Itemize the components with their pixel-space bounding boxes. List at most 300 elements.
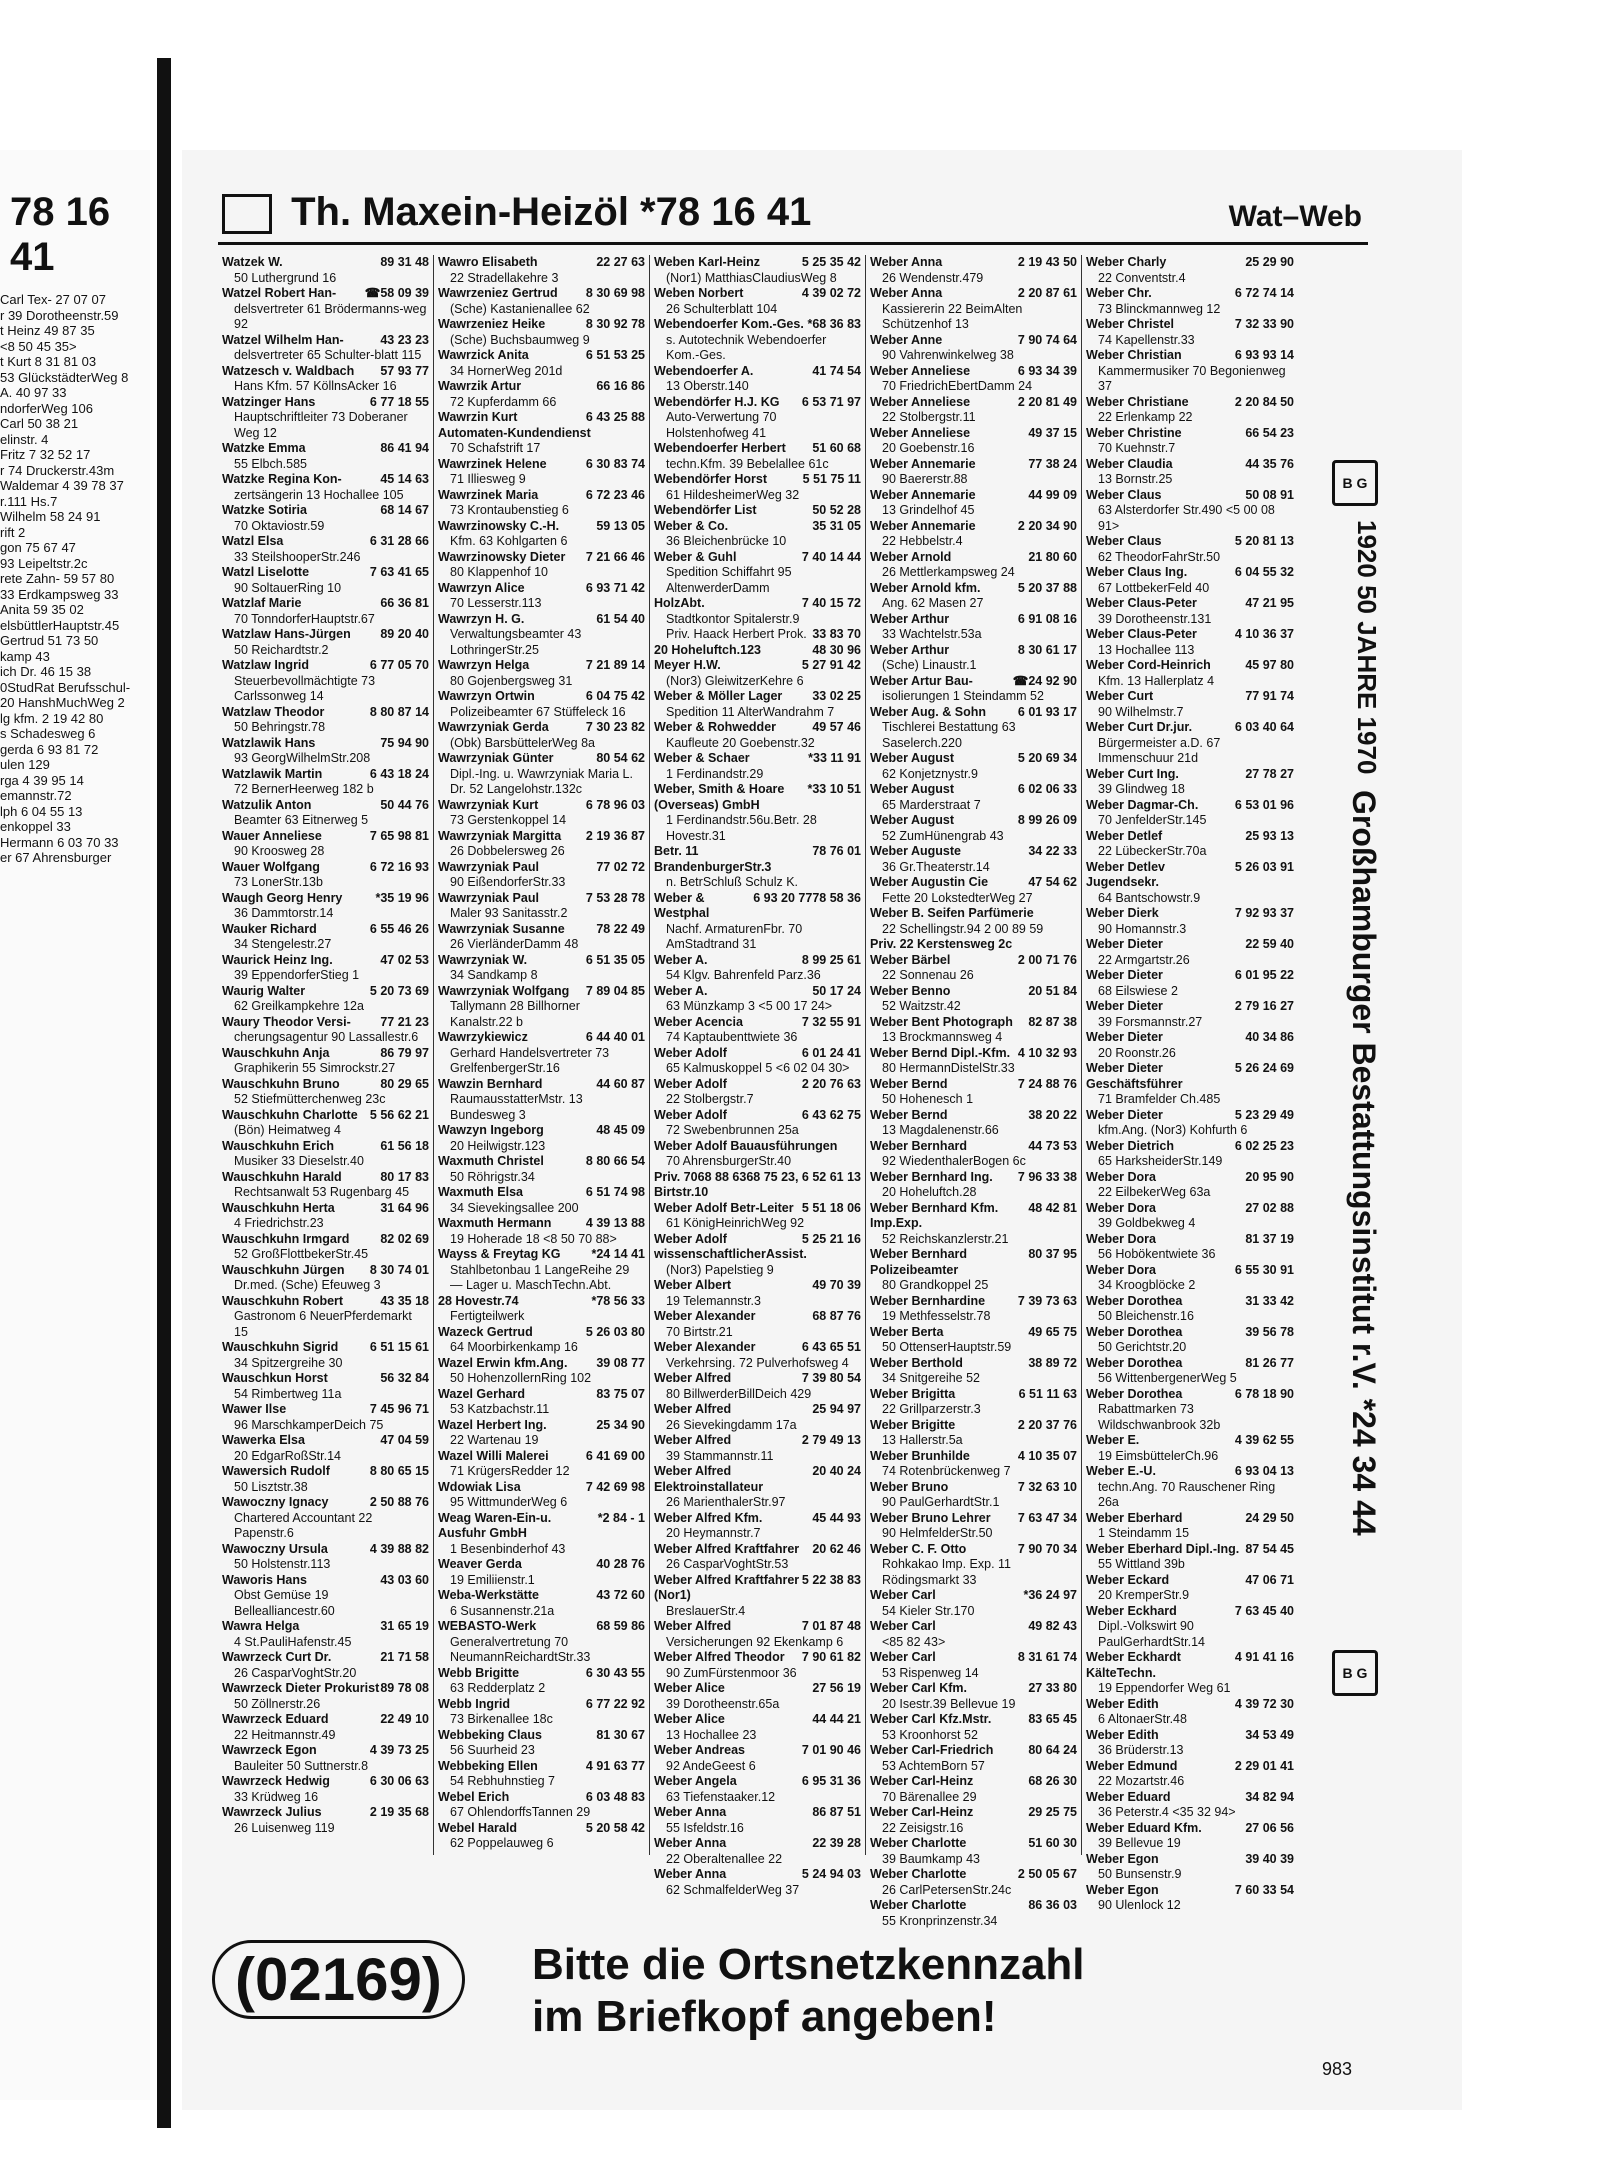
entry-address: 26 Dobbelersweg 26 (450, 844, 565, 858)
listing-entry (654, 519, 861, 550)
left-fragment-line: Carl Tex- 27 07 07 (0, 292, 106, 307)
listing-entry (870, 255, 1077, 286)
listing-entry (870, 1650, 1077, 1681)
listing-entry (222, 767, 429, 798)
entry-name: Weber August (870, 782, 955, 796)
entry-name: Weber Christiane (1086, 394, 1189, 409)
entry-address: 26 CasparVoghtStr.20 (234, 1665, 357, 1680)
listing-entry (654, 395, 861, 442)
entry-address: 73 Birkenallee 18c (450, 1712, 553, 1726)
entry-name: Wawrzik Artur (438, 379, 522, 393)
entry-name: Weber Annemarie (870, 487, 976, 502)
entry-phone: 5 22 38 83 (801, 1572, 861, 1587)
entry-address: <85 82 43> (882, 1634, 946, 1649)
listing-entry (222, 286, 429, 333)
listing-entry (654, 1108, 861, 1139)
entry-name: Weber August (870, 813, 955, 827)
entry-phone: 25 34 90 (596, 1417, 645, 1432)
entry-phone: 5 51 18 06 (801, 1200, 861, 1215)
entry-phone: 5 20 81 13 (1234, 534, 1294, 548)
listing-entry (1086, 829, 1294, 860)
entry-name: Weber Eckhardt KälteTechn. (1086, 1650, 1181, 1680)
entry-address: 22 Sonnenau 26 (882, 968, 974, 982)
listing-entry (1086, 1325, 1294, 1356)
entry-phone: 5 20 58 42 (585, 1820, 645, 1835)
listing-entry (222, 1433, 429, 1464)
entry-phone: 7 21 89 14 (585, 658, 645, 672)
entry-name: Weber Christine (1086, 425, 1182, 440)
listing-entry (222, 364, 429, 395)
listing-entry (870, 937, 1077, 953)
entry-name: Weber Adolf (654, 1107, 727, 1122)
entry-address: 52 Reichskanzlerstr.21 (882, 1231, 1009, 1246)
left-fragment-line: rift 2 (0, 524, 26, 540)
entry-phone: 2 20 81 49 (1017, 394, 1077, 409)
entry-address: techn.Kfm. 39 Bebelallee 61c (666, 456, 829, 471)
entry-phone: 25 94 97 (812, 1402, 861, 1416)
listing-entry (870, 1108, 1077, 1139)
entry-phone: 49 57 46 (812, 720, 861, 734)
entry-phone: 80 37 95 (1028, 1247, 1077, 1261)
entry-address: 50 Bunsenstr.9 (1098, 1867, 1182, 1881)
entry-name: Weber Claus (1086, 487, 1162, 502)
side-ad-text: Großhamburger Bestattungsinstitut r.V. *24 34 44 (1346, 790, 1382, 1536)
entry-name: Wawrzyniak Paul (438, 859, 539, 874)
entry-address: Spedition 11 AlterWandrahm 7 (666, 704, 835, 719)
entry-phone: 8 30 92 78 (585, 317, 645, 331)
entry-name: Weber Albert (654, 1278, 732, 1292)
entry-phone: 27 33 80 (1028, 1681, 1077, 1695)
entry-phone: 7 32 55 91 (801, 1014, 861, 1029)
entry-address: 53 Kroonhorst 52 (882, 1727, 978, 1742)
entry-phone: 5 25 35 42 (801, 255, 861, 269)
entry-phone: 80 54 62 (596, 751, 645, 765)
listing-entry (654, 1805, 861, 1836)
left-fragment-line: gon 75 67 47 (0, 540, 76, 555)
entry-address: 50 Luthergrund 16 (234, 270, 337, 285)
left-fragment-line: Anita 59 35 02 (0, 602, 84, 617)
entry-phone: 4 10 35 07 (1017, 1448, 1077, 1463)
entry-phone: 40 28 76 (596, 1557, 645, 1571)
entry-name: Priv. 22 Kerstensweg 2c (870, 937, 1013, 951)
listing-entry (654, 1201, 861, 1232)
listing-entry (438, 317, 645, 348)
entry-name: Weber Carl (870, 1588, 936, 1602)
entry-name: Wawrzeck Dieter Prokurist (222, 1681, 380, 1695)
listing-entry (438, 457, 645, 488)
left-fragment-line: kamp 43 (0, 648, 50, 664)
entry-name: Weber Edmund (1086, 1758, 1178, 1773)
entry-name: Weber & Guhl (654, 549, 737, 564)
entry-name: Weber Anna (654, 1805, 727, 1819)
entry-address: (Sche) Linaustr.1 (882, 658, 977, 672)
listing-entry (438, 1123, 645, 1154)
entry-phone: 49 37 15 (1028, 425, 1077, 440)
entry-name: Wawrzyniak Margitta (438, 828, 562, 843)
listing-entry (222, 1402, 429, 1433)
entry-phone: 80 29 65 (380, 1076, 429, 1091)
entry-name: Weber Dieter (1086, 999, 1163, 1013)
entry-name: Wawrzick Anita (438, 348, 529, 362)
entry-name: Weber Artur Bau- (870, 673, 973, 688)
entry-name: Webel Harald (438, 1820, 517, 1835)
listing-entry (438, 1759, 645, 1790)
entry-phone: 27 02 88 (1245, 1200, 1294, 1215)
entry-phone: 6 51 11 63 (1018, 1386, 1077, 1401)
entry-address: 22 Stolbergstr.7 (666, 1092, 754, 1106)
entry-name: Weber E.-U. (1086, 1464, 1156, 1478)
entry-phone: 75 94 90 (380, 735, 429, 750)
left-fragment-line: 0StudRat Berufsschul- (0, 679, 131, 695)
listing-entry (1086, 565, 1294, 596)
entry-phone: 6 01 24 41 (801, 1045, 861, 1060)
entry-name: Wawrzyniak Gerda (438, 720, 549, 734)
entry-name: Weber Carl Kfz.Mstr. (870, 1712, 992, 1726)
entry-phone: 4 91 63 77 (585, 1758, 645, 1773)
entry-phone: 7 39 80 54 (801, 1371, 861, 1385)
entry-name: Weber Alfred Kfm. (654, 1510, 763, 1525)
listing-entry (222, 1139, 429, 1170)
listing-entry (438, 922, 645, 953)
entry-phone: 31 33 42 (1245, 1293, 1294, 1308)
entry-address: 64 Moorbirkenkamp 16 (450, 1340, 578, 1354)
entry-phone: 7 96 33 38 (1017, 1169, 1077, 1184)
entry-phone: 45 44 93 (812, 1510, 861, 1525)
entry-name: Weber Dorothea (1086, 1386, 1183, 1401)
entry-address: isolierungen 1 Steindamm 52 (882, 689, 1044, 703)
entry-name: Weber Annemarie (870, 518, 976, 533)
entry-address: 52 ZumHünengrab 43 (882, 828, 1004, 843)
entry-phone: 21 71 58 (380, 1650, 429, 1664)
entry-phone: 6 93 04 13 (1234, 1464, 1294, 1478)
listing-entry (438, 689, 645, 720)
entry-phone: 4 39 88 82 (369, 1541, 429, 1556)
entry-phone: 5 20 69 34 (1017, 751, 1077, 765)
left-fragment-line: r 74 Druckerstr.43m (0, 462, 115, 478)
entry-name: Weber Dora (1086, 1231, 1156, 1246)
entry-phone: 6 01 93 17 (1017, 704, 1077, 719)
listing-entry (870, 1294, 1077, 1325)
entry-address: 71 Illiesweg 9 (450, 472, 526, 486)
entry-phone: 89 78 08 (380, 1681, 429, 1695)
entry-phone: 4 39 02 72 (801, 286, 861, 300)
entry-name: Waurick Heinz Ing. (222, 952, 333, 967)
entry-name: Wawoczny Ursula (222, 1541, 328, 1556)
entry-name: Weber Claus-Peter (1086, 627, 1197, 641)
entry-name: Wawrzeck Hedwig (222, 1774, 330, 1788)
entry-phone: 27 78 27 (1245, 766, 1294, 781)
entry-name: Weber Dieter (1086, 968, 1163, 982)
left-fragment-line: <8 50 45 35> (0, 338, 77, 354)
entry-name: Weber Edith (1086, 1696, 1159, 1711)
entry-address: 50 Holstenstr.113 (234, 1557, 331, 1571)
left-fragment-line: rga 4 39 95 14 (0, 772, 84, 788)
listing-entry (654, 1309, 861, 1340)
listing-entry (870, 1139, 1077, 1170)
entry-address: Kfm. 63 Kohlgarten 6 (450, 534, 568, 548)
listing-entry (870, 1898, 1077, 1929)
entry-address: 90 Baererstr.88 (882, 472, 968, 486)
entry-address: 39 Bellevue 19 (1098, 1836, 1181, 1850)
listing-entry (222, 1077, 429, 1108)
entry-address: 63 Tiefenstaaker.12 (666, 1789, 776, 1804)
entry-phone: 7 60 33 54 (1234, 1882, 1294, 1897)
entry-name: Webb Ingrid (438, 1696, 510, 1711)
entry-address: Tischlerei Bestattung 63 Saselerch.220 (882, 720, 1016, 750)
listing-entry (870, 488, 1077, 519)
listing-entry (1086, 627, 1294, 658)
entry-name: Weber Anna (870, 255, 943, 269)
entry-phone: 20 62 46 (812, 1541, 861, 1556)
entry-phone: 6 41 69 00 (585, 1448, 645, 1463)
listing-entry (1086, 1030, 1294, 1061)
left-fragment-line: gerda 6 93 81 72 (0, 741, 99, 757)
entry-phone: 49 70 39 (812, 1278, 861, 1292)
entry-phone: 86 87 51 (812, 1805, 861, 1819)
listing-entry (870, 426, 1077, 457)
entry-phone: 89 20 40 (380, 627, 429, 641)
entry-address: 54 Kieler Str.170 (882, 1603, 975, 1618)
entry-address: 65 Marderstraat 7 (882, 797, 981, 812)
entry-name: Watzlawik Martin (222, 766, 323, 781)
entry-phone: 5 25 21 16 (801, 1231, 861, 1246)
entry-phone: ☎24 92 90 (1012, 673, 1077, 688)
listing-entry (438, 720, 645, 751)
entry-address: 22 Stolbergstr.11 (882, 410, 976, 424)
entry-address: Kassiererin 22 BeimAlten Schützenhof 13 (882, 301, 1023, 331)
listing-entry (438, 1030, 645, 1077)
listing-entry (438, 488, 645, 519)
listing-entry (438, 379, 645, 410)
entry-address: 80 Klappenhof 10 (450, 565, 549, 579)
entry-name: Weber Carl-Heinz (870, 1774, 974, 1788)
entry-address: 55 Wittland 39b (1098, 1557, 1185, 1571)
listing-entry (870, 395, 1077, 426)
entry-phone: 6 04 55 32 (1234, 565, 1294, 579)
listing-entry (870, 1077, 1077, 1108)
entry-address: Hans Kfm. 57 KöllnsAcker 16 (234, 379, 397, 393)
entry-name: Wawoczny Ignacy (222, 1495, 329, 1509)
entry-phone: 6 55 30 91 (1234, 1262, 1294, 1277)
entry-name: Weber Alexander (654, 1309, 756, 1323)
entry-address: 72 Kupferdamm 66 (450, 394, 557, 409)
entry-name: Weber Christel (1086, 317, 1174, 331)
listing-entry (438, 1821, 645, 1852)
entry-address: techn.Ang. 70 Rauschener Ring 26a (1098, 1479, 1276, 1509)
entry-phone: 6 43 65 51 (801, 1340, 861, 1354)
notice-line-2: im Briefkopf angeben! (532, 1992, 997, 2041)
listing-entry (1086, 1697, 1294, 1728)
entry-phone: 8 30 61 17 (1017, 642, 1077, 657)
entry-name: Wawzyn Ingeborg (438, 1123, 544, 1137)
entry-phone: 68 14 67 (380, 503, 429, 517)
entry-address: 70 Bärenallee 29 (882, 1789, 977, 1804)
entry-phone: 27 56 19 (812, 1681, 861, 1695)
entry-phone: ☎58 09 39 (364, 286, 429, 300)
entry-address: 20 Heilwigstr.123 (450, 1138, 546, 1153)
listing-entry (1086, 596, 1294, 627)
entry-address: 22 Conventstr.4 (1098, 270, 1186, 285)
listing-entry (438, 1185, 645, 1216)
entry-name: Weber Bernhard Ing. (870, 1169, 993, 1184)
entry-name: Weber Carl-Heinz (870, 1805, 974, 1819)
entry-phone: 61 56 18 (380, 1138, 429, 1153)
entry-phone: 6 31 28 66 (369, 534, 429, 548)
listing-entry (870, 1418, 1077, 1449)
entry-phone: 86 41 94 (380, 441, 429, 455)
entry-name: Webbeking Claus (438, 1727, 542, 1742)
entry-address: n. BetrSchluß Schulz K. (666, 875, 799, 889)
entry-address: 50 Reichardtstr.2 (234, 642, 329, 657)
entry-phone: 7 30 23 82 (585, 720, 645, 734)
listing-entry (438, 612, 645, 659)
listing-entry (654, 1139, 861, 1170)
entry-name: Wawrzyn Alice (438, 580, 525, 595)
entry-address: 74 Rotenbrückenweg 7 (882, 1464, 1011, 1478)
listing-entry (1086, 720, 1294, 767)
entry-name: Weber Detlev Jugendsekr. (1086, 859, 1165, 889)
listing-column-4 (866, 255, 1082, 1928)
listing-entry (1086, 1511, 1294, 1542)
listing-entry (222, 565, 429, 596)
listing-entry (654, 720, 861, 751)
entry-name: Watzke Emma (222, 441, 306, 455)
entry-name: Weber Anne (870, 332, 943, 347)
entry-address: 39 EppendorferStieg 1 (234, 968, 360, 982)
entry-name: Webendoerfer Kom.-Ges. (654, 317, 804, 331)
entry-address: 13 Oberstr.140 (666, 379, 749, 393)
listing-entry (438, 1387, 645, 1418)
entry-address: 1 Steindamm 15 (1098, 1526, 1190, 1540)
entry-address: 50 Bleichenstr.16 (1098, 1309, 1194, 1323)
entry-address: 39 Goldbekweg 4 (1098, 1216, 1196, 1230)
entry-phone: 39 40 39 (1245, 1851, 1294, 1866)
entry-name: Wauker Richard (222, 921, 317, 936)
entry-name: Weber Carl (870, 1619, 936, 1633)
listing-entry (438, 1154, 645, 1185)
entry-address: 22 Stradellakehre 3 (450, 270, 559, 285)
listing-entry (1086, 1108, 1294, 1139)
entry-name: Weber Dora (1086, 1200, 1156, 1215)
entry-address: 53 Rispenweg 14 (882, 1665, 979, 1680)
listing-entry (222, 534, 429, 565)
left-fragment-line: r.111 Hs.7 (0, 493, 58, 509)
entry-phone: 39 08 77 (596, 1355, 645, 1370)
listing-entry (654, 1774, 861, 1805)
entry-address: Polizeibeamter 67 Stüffeleck 16 (450, 704, 626, 719)
entry-name: Wawrzyniak Paul (438, 890, 539, 905)
listing-entry (222, 627, 429, 658)
entry-address: 20 EdgarRoßStr.14 (234, 1448, 342, 1463)
listing-entry (1086, 1170, 1294, 1201)
listing-entry (438, 1511, 645, 1558)
entry-name: Weaver Gerda (438, 1557, 522, 1571)
listing-entry (438, 255, 645, 286)
entry-address: 50 Röhrigstr.34 (450, 1169, 535, 1184)
entry-phone: 86 36 03 (1028, 1898, 1077, 1912)
entry-name: Weber Aug. & Sohn (870, 704, 986, 719)
entry-address: 26 Wendenstr.479 (882, 270, 984, 285)
entry-name: Weber Dieter (1086, 937, 1163, 951)
entry-name: Weber Dieter (1086, 1107, 1163, 1122)
entry-name: Wawrzinek Helene (438, 456, 547, 471)
entry-address: 52 Stiefmütterchenweg 23c (234, 1092, 386, 1106)
listing-entry (222, 333, 429, 364)
listing-entry (222, 736, 429, 767)
entry-name: Wawrzin Kurt Automaten-Kundendienst (438, 410, 591, 440)
entry-address: 70 FriedrichEbertDamm 24 (882, 379, 1033, 393)
entry-phone: 7 32 63 10 (1017, 1479, 1077, 1494)
entry-phone: 6 78 96 03 (585, 797, 645, 812)
entry-phone: *2 84 - 1 (597, 1510, 645, 1525)
entry-phone: 25 93 13 (1245, 828, 1294, 843)
listing-column-3 (650, 255, 866, 1897)
listing-entry (222, 1170, 429, 1201)
entry-name: Watzke Regina Kon- (222, 472, 342, 486)
entry-name: Weber Bruno Lehrer (870, 1510, 991, 1525)
listing-entry (438, 348, 645, 379)
listing-entry (654, 1681, 861, 1712)
entry-phone: 7 90 74 64 (1017, 332, 1077, 347)
entry-name: Weber Angela (654, 1774, 737, 1788)
entry-address: Dr.med. (Sche) Efeuweg 3 (234, 1278, 381, 1292)
listing-entry (222, 1712, 429, 1743)
entry-name: Webendörfer List (654, 503, 757, 517)
entry-address: Bauleiter 50 Suttnerstr.8 (234, 1758, 369, 1773)
listing-entry (1086, 1821, 1294, 1852)
entry-name: Weber A. (654, 952, 708, 967)
entry-phone: *78 56 33 (591, 1293, 645, 1308)
entry-name: Weber C. F. Otto (870, 1541, 967, 1556)
listing-entry (870, 1588, 1077, 1619)
entry-address: 70 AhrensburgerStr.40 (666, 1154, 792, 1168)
entry-address: BreslauerStr.4 (666, 1603, 746, 1618)
entry-address: 80 HermannDistelStr.33 (882, 1061, 1015, 1075)
entry-name: Weber Dietrich (1086, 1138, 1174, 1153)
entry-name: Weber Claus (1086, 534, 1162, 548)
entry-phone: 4 10 36 37 (1234, 627, 1294, 641)
listing-entry (438, 798, 645, 829)
listing-entry (438, 953, 645, 984)
entry-name: Weber E. (1086, 1433, 1140, 1447)
entry-name: Wauschkuhn Charlotte (222, 1107, 358, 1122)
entry-name: Wauschkuhn Harald (222, 1169, 342, 1184)
entry-phone: 83 65 45 (1028, 1712, 1077, 1726)
entry-phone: 22 49 10 (380, 1712, 429, 1726)
entry-address: Gastronom 6 NeuerPferdemarkt 15 (234, 1309, 412, 1339)
listing-entry (654, 1650, 861, 1681)
listing-entry (1086, 1433, 1294, 1464)
entry-name: Waxmuth Hermann (438, 1216, 552, 1230)
entry-address: 20 Hoheluftch.28 (882, 1185, 977, 1199)
listing-entry (222, 1046, 429, 1077)
entry-phone: 2 20 87 61 (1017, 286, 1077, 300)
listing-entry (1086, 1263, 1294, 1294)
listing-entry (654, 1077, 861, 1108)
entry-address: 19 Eppendorfer Weg 61 (1098, 1681, 1231, 1695)
entry-phone: 20 40 24 (812, 1464, 861, 1478)
entry-name: Weber Dorothea (1086, 1355, 1183, 1370)
entry-name: Weber Bent Photograph (870, 1014, 1013, 1029)
entry-name: Weber Bernhard (870, 1138, 968, 1153)
entry-address: 73 Gerstenkoppel 14 (450, 813, 567, 827)
listing-entry (654, 1464, 861, 1511)
entry-address: 22 EilbekerWeg 63a (1098, 1185, 1211, 1199)
entry-name: Wawrzeniez Heike (438, 317, 546, 331)
entry-phone: 22 27 63 (596, 255, 645, 269)
listing-entry (654, 1743, 861, 1774)
entry-phone: 38 89 72 (1028, 1355, 1077, 1370)
